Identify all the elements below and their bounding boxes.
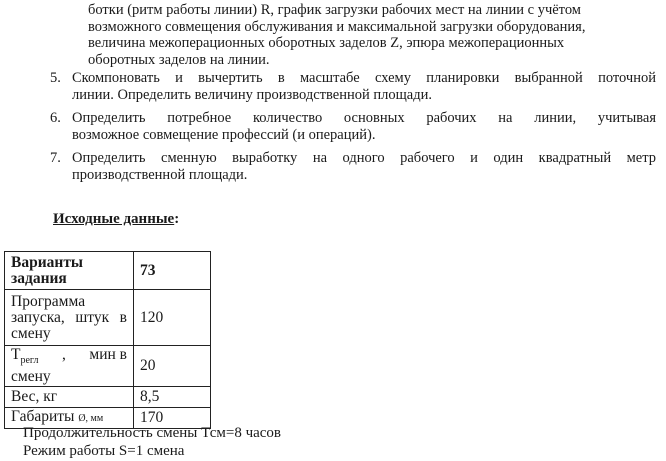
task-list [50, 70, 656, 190]
table-row [5, 387, 211, 408]
continuation-paragraph [88, 2, 648, 68]
shift-duration-note: Продолжительность смены Тсм=8 часов [23, 425, 282, 441]
table-cell-value: 8,5 [134, 387, 211, 408]
table-row [5, 290, 211, 346]
table-cell-value: 20 [134, 346, 211, 387]
cell-label-line: Программа [11, 292, 86, 310]
task-text-line: Определить сменную выработку на одного рабочего и один квадратный метр [72, 150, 656, 166]
task-text-line: Определить потребное количество основных рабочих на линии, учитывая [72, 110, 656, 126]
table-cell-label: Вес, кг [5, 387, 134, 408]
cell-label-subscript: регл [20, 355, 39, 367]
task-item-7 [50, 150, 656, 183]
task-number: 6. [50, 110, 61, 126]
table-header-value: 73 [134, 252, 211, 290]
task-number: 7. [50, 150, 61, 166]
table-cell-label [5, 290, 134, 346]
table-row [5, 252, 211, 290]
cell-label-comma: , [62, 346, 66, 363]
task-text-line: производственной площади. [72, 166, 248, 183]
table-header-label [5, 252, 134, 290]
header-label-line: задания [11, 269, 67, 287]
section-heading-colon: : [174, 211, 180, 227]
work-mode-note: Режим работы S=1 смена [23, 443, 185, 459]
continuation-line: оборотных заделов на линии. [88, 51, 270, 68]
table-cell-value: 120 [134, 290, 211, 346]
cell-label-text: Габариты [11, 408, 75, 426]
section-heading-text: Исходные данные [53, 211, 175, 227]
task-text-line: возможное совмещение профессий (и операций). [72, 126, 376, 143]
continuation-line: величина межоперационных оборотных заделов Z, эпюра межоперационных [88, 35, 565, 51]
table-row [5, 346, 211, 387]
task-item-6 [50, 110, 656, 143]
task-text-line: линии. Определить величину производственной площади. [72, 86, 432, 103]
cell-label-unit: мин в [89, 346, 127, 363]
section-heading [53, 211, 179, 228]
cell-label-line: смену [11, 368, 51, 386]
task-item-5 [50, 70, 656, 103]
header-label-line: Варианты [11, 253, 84, 271]
task-text-line: Скомпоновать и вычертить в масштабе схему планировки выбранной поточной [72, 70, 656, 86]
task-number: 5. [50, 70, 61, 86]
continuation-line: ботки (ритм работы линии) R, график загрузки рабочих мест на линии с учётом [88, 2, 581, 18]
cell-label-symbol: T [11, 346, 21, 363]
table-cell-label [5, 346, 134, 387]
cell-label-line: смену [11, 324, 51, 342]
cell-label-unit: Ø, мм [78, 413, 104, 425]
table-cell-value: 170 [134, 408, 211, 429]
cell-label-line: запуска, штук в [11, 308, 127, 326]
input-data-table [4, 251, 211, 429]
continuation-line: возможного совмещения обслуживания и максимальной загрузки оборудования, [88, 18, 586, 35]
